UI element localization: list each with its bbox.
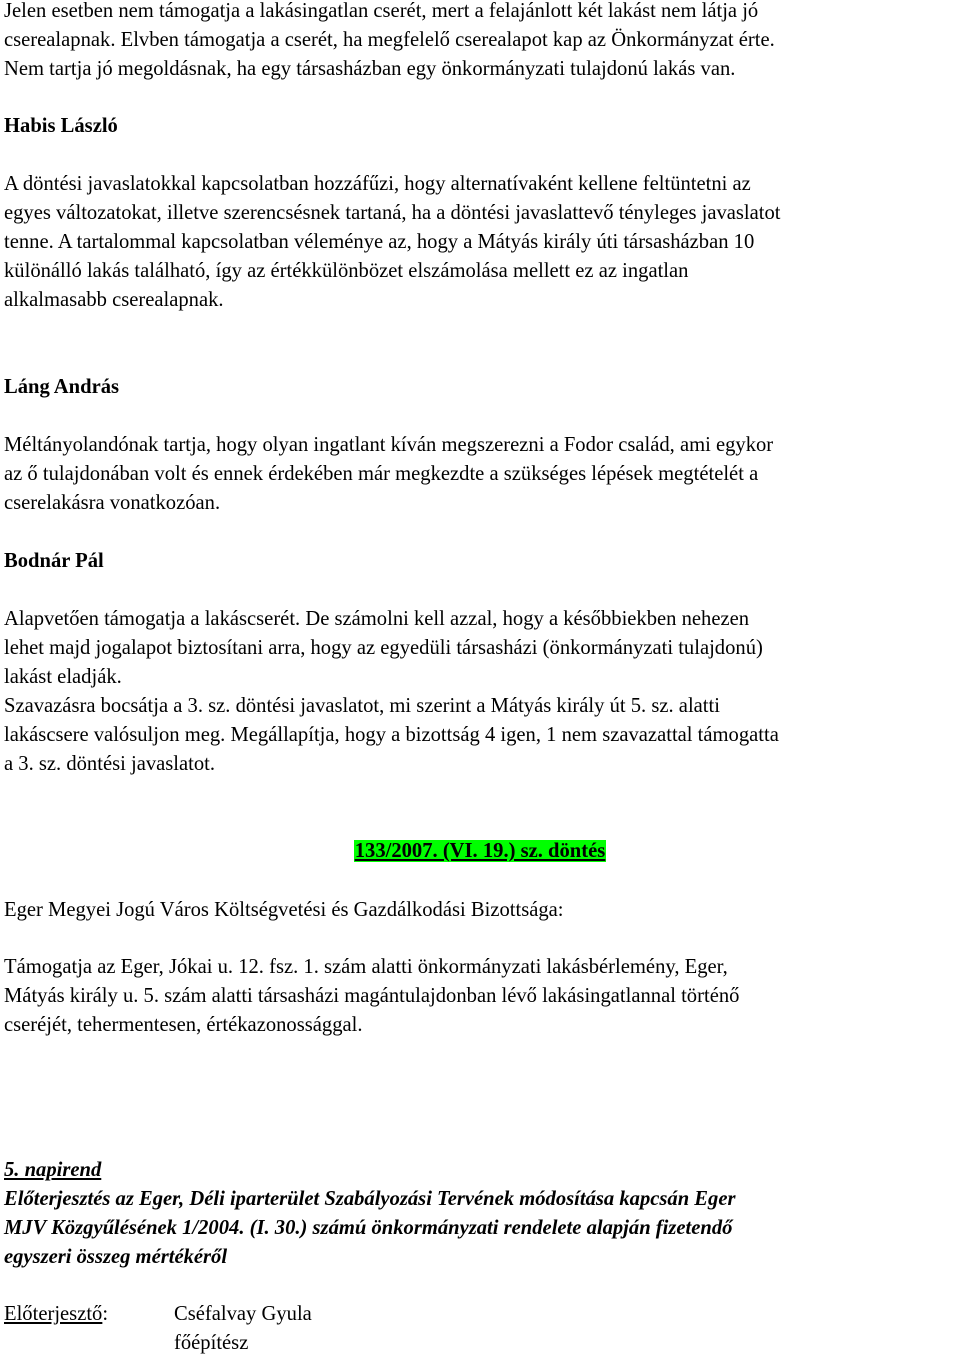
speaker-name: Láng András (4, 376, 120, 398)
committee-name: Eger Megyei Jogú Város Költségvetési és Gazdálkodási Bizottsága: (4, 899, 564, 921)
text-line: Szavazásra bocsátja a 3. sz. döntési javaslatot, mi szerint a Mátyás király út 5. sz. alatti (4, 695, 720, 717)
text-line: cserelakásra vonatkozóan. (4, 492, 221, 514)
agenda-item (4, 1156, 956, 1185)
text-line: Alapvetően támogatja a lakáscserét. De számolni kell azzal, hogy a későbbiekben nehezen (4, 608, 750, 630)
agenda-title (4, 1185, 956, 1272)
presenter-name: Cséfalvay Gyula (174, 1303, 312, 1325)
presenter-label-text: Előterjesztő (4, 1303, 103, 1325)
text-line: Méltányolandónak tartja, hogy olyan ingatlant kíván megszerezni a Fodor család, ami egykor (4, 434, 774, 456)
text-line: MJV Közgyűlésének 1/2004. (I. 30.) számú önkormányzati rendelete alapján fizetendő (4, 1217, 733, 1239)
agenda-item-number: 5. napirend (4, 1159, 102, 1181)
text-line: a 3. sz. döntési javaslatot. (4, 753, 216, 775)
speaker-statement (4, 431, 956, 518)
presenter-label-colon: : (102, 1303, 109, 1325)
text-line: az ő tulajdonában volt és ennek érdekében már megkezdte a szükséges lépések megtételét a (4, 463, 759, 485)
speaker-name: Habis László (4, 115, 118, 137)
text-line: lehet majd jogalapot biztosítani arra, hogy az egyedüli társasházi (önkormányzati tulajdonú) (4, 637, 763, 659)
text-line: alkalmasabb cserealapnak. (4, 289, 224, 311)
speaker-heading (4, 373, 956, 402)
speaker-heading (4, 547, 956, 576)
text-line: Támogatja az Eger, Jókai u. 12. fsz. 1. szám alatti önkormányzati lakásbérlemény, Eger, (4, 956, 728, 978)
text-line: különálló lakás található, így az értékkülönbözet elszámolása mellett ez az ingatlan (4, 260, 689, 282)
text-line: cseréjét, tehermentesen, értékazonossággal. (4, 1014, 363, 1036)
decision-body (4, 896, 956, 925)
speaker-heading (4, 112, 956, 141)
text-line: Jelen esetben nem támogatja a lakásingatlan cserét, mert a felajánlott két lakást nem látja jó (4, 0, 759, 22)
text-line: lakáscsere valósuljon meg. Megállapítja, hogy a bizottság 4 igen, 1 nem szavazattal támogatta (4, 724, 779, 746)
speaker-name: Bodnár Pál (4, 550, 104, 572)
text-line: Előterjesztés az Eger, Déli iparterület Szabályozási Tervének módosítása kapcsán Eger (4, 1188, 736, 1210)
text-line: tenne. A tartalommal kapcsolatban véleménye az, hogy a Mátyás király úti társasházban 10 (4, 231, 755, 253)
text-line: Mátyás király u. 5. szám alatti társasházi magántulajdonban lévő lakásingatlannal történő (4, 985, 740, 1007)
speaker-statement (4, 170, 956, 315)
text-line: Nem tartja jó megoldásnak, ha egy társasházban egy önkormányzati tulajdonú lakás van. (4, 58, 736, 80)
speaker-statement (4, 605, 956, 779)
text-line: egyszeri összeg mértékéről (4, 1246, 228, 1268)
presenter-title: főépítész (174, 1332, 249, 1354)
text-line: lakást eladják. (4, 666, 122, 688)
decision-number-highlight: 133/2007. (VI. 19.) sz. döntés (354, 840, 606, 862)
text-line: cserealapnak. Elvben támogatja a cserét, ha megfelelő cserealapot kap az Önkormányzat érte. (4, 29, 775, 51)
text-line: egyes változatokat, illetve szerencsésnek tartaná, ha a döntési javaslattevő tényleges javaslatot (4, 202, 781, 224)
decision-text (4, 953, 956, 1040)
intro-paragraph (4, 0, 956, 84)
text-line: A döntési javaslatokkal kapcsolatban hozzáfűzi, hogy alternatívaként kellene feltüntetni az (4, 173, 751, 195)
decision-number (0, 837, 960, 866)
presenter-label (4, 1300, 108, 1329)
